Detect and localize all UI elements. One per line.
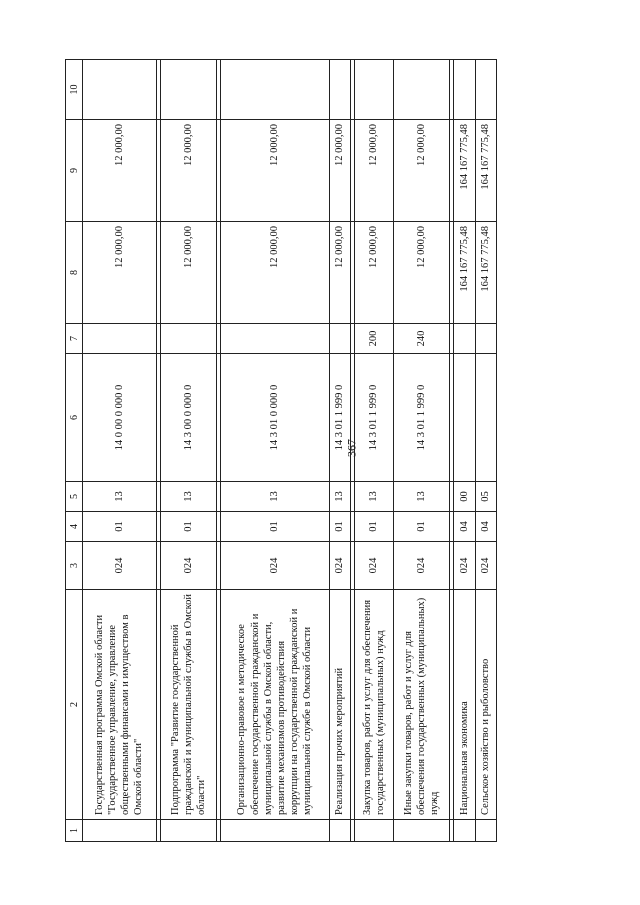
cell-ministry-code: 024: [454, 542, 475, 590]
cell-section: 01: [221, 512, 330, 542]
cell-section: 01: [354, 512, 393, 542]
row-name: Иные закупки товаров, работ и услуг для обеспечения государственных (муниципальных) нужд: [393, 590, 449, 820]
cell-expense-type: [83, 324, 157, 354]
row-index-cell: [83, 820, 157, 842]
cell-amount-9: 12 000,00: [354, 120, 393, 222]
cell-section: 01: [160, 512, 216, 542]
cell-subsection: 13: [354, 482, 393, 512]
col-header-3: 3: [66, 542, 83, 590]
row-index-cell: [393, 820, 449, 842]
header-row: [66, 60, 83, 842]
cell-amount-10: [454, 60, 475, 120]
row-name: Организационно-правовое и методическое обеспечение государственной гражданской и муниципальной службы в Омской области, развитие механизмов противодействия коррупции на государственной гражданской и муниципальной службе в Омской области: [221, 590, 330, 820]
page-number: 367: [344, 439, 359, 457]
cell-subsection: 13: [160, 482, 216, 512]
row-name: Закупка товаров, работ и услуг для обеспечения государственных (муниципальных) нужд: [354, 590, 393, 820]
cell-ministry-code: 024: [354, 542, 393, 590]
cell-amount-9: 12 000,00: [83, 120, 157, 222]
cell-target-article: 14 0 00 0 000 0: [83, 354, 157, 482]
cell-section: 01: [329, 512, 350, 542]
col-header-4: 4: [66, 512, 83, 542]
budget-table: [65, 59, 497, 842]
cell-ministry-code: 024: [329, 542, 350, 590]
cell-amount-10: [83, 60, 157, 120]
cell-amount-8: 12 000,00: [329, 222, 350, 324]
row-index-cell: [454, 820, 475, 842]
row-index-cell: [329, 820, 350, 842]
row-name: Подпрограмма "Развитие государственной гражданской и муниципальной службы в Омской области": [160, 590, 216, 820]
cell-expense-type: [221, 324, 330, 354]
row-name: Реализация прочих мероприятий: [329, 590, 350, 820]
cell-amount-8: 12 000,00: [160, 222, 216, 324]
cell-section: 04: [454, 512, 475, 542]
table-row: [475, 60, 496, 842]
row-name: Государственная программа Омской области "Государственное управление, управление общественными финансами и имуществом в Омской области": [83, 590, 157, 820]
cell-target-article: [475, 354, 496, 482]
cell-amount-8: 12 000,00: [221, 222, 330, 324]
col-header-6: 6: [66, 354, 83, 482]
table-row: [221, 60, 330, 842]
cell-target-article: 14 3 01 1 999 0: [329, 354, 350, 482]
cell-subsection: 13: [329, 482, 350, 512]
cell-amount-8: 12 000,00: [393, 222, 449, 324]
cell-expense-type: [160, 324, 216, 354]
cell-amount-10: [160, 60, 216, 120]
cell-amount-10: [393, 60, 449, 120]
budget-table-wrapper: [65, 60, 497, 842]
cell-target-article: 14 3 01 0 000 0: [221, 354, 330, 482]
row-index-cell: [221, 820, 330, 842]
cell-expense-type: 240: [393, 324, 449, 354]
table-row: [454, 60, 475, 842]
cell-amount-9: 164 167 775,48: [475, 120, 496, 222]
cell-amount-8: 164 167 775,48: [454, 222, 475, 324]
row-name: Национальная экономика: [454, 590, 475, 820]
row-index-cell: [475, 820, 496, 842]
cell-ministry-code: 024: [83, 542, 157, 590]
table-row: [329, 60, 350, 842]
budget-table-rotated: [65, 60, 497, 842]
cell-amount-8: 164 167 775,48: [475, 222, 496, 324]
cell-section: 04: [475, 512, 496, 542]
cell-target-article: 14 3 01 1 999 0: [354, 354, 393, 482]
cell-ministry-code: 024: [475, 542, 496, 590]
cell-amount-10: [329, 60, 350, 120]
cell-amount-10: [354, 60, 393, 120]
cell-section: 01: [83, 512, 157, 542]
col-header-9: 9: [66, 120, 83, 222]
cell-amount-9: 12 000,00: [221, 120, 330, 222]
col-header-7: 7: [66, 324, 83, 354]
cell-amount-9: 12 000,00: [160, 120, 216, 222]
cell-amount-8: 12 000,00: [354, 222, 393, 324]
cell-target-article: 14 3 00 0 000 0: [160, 354, 216, 482]
cell-target-article: 14 3 01 1 999 0: [393, 354, 449, 482]
cell-amount-9: 12 000,00: [393, 120, 449, 222]
table-row: [160, 60, 216, 842]
table-row: [393, 60, 449, 842]
col-header-10: 10: [66, 60, 83, 120]
cell-amount-9: 164 167 775,48: [454, 120, 475, 222]
cell-subsection: 13: [221, 482, 330, 512]
col-header-8: 8: [66, 222, 83, 324]
cell-expense-type: [329, 324, 350, 354]
cell-ministry-code: 024: [221, 542, 330, 590]
cell-amount-10: [475, 60, 496, 120]
cell-expense-type: [475, 324, 496, 354]
row-index-cell: [160, 820, 216, 842]
cell-amount-10: [221, 60, 330, 120]
cell-target-article: [454, 354, 475, 482]
cell-ministry-code: 024: [160, 542, 216, 590]
cell-section: 01: [393, 512, 449, 542]
cell-amount-9: 12 000,00: [329, 120, 350, 222]
table-row: [83, 60, 157, 842]
cell-subsection: 13: [393, 482, 449, 512]
row-name: Сельское хозяйство и рыболовство: [475, 590, 496, 820]
col-header-5: 5: [66, 482, 83, 512]
cell-ministry-code: 024: [393, 542, 449, 590]
table-row: [354, 60, 393, 842]
cell-subsection: 05: [475, 482, 496, 512]
col-header-2: 2: [66, 590, 83, 820]
row-index-cell: [354, 820, 393, 842]
cell-expense-type: [454, 324, 475, 354]
cell-subsection: 00: [454, 482, 475, 512]
col-header-1: 1: [66, 820, 83, 842]
cell-amount-8: 12 000,00: [83, 222, 157, 324]
cell-expense-type: 200: [354, 324, 393, 354]
cell-subsection: 13: [83, 482, 157, 512]
